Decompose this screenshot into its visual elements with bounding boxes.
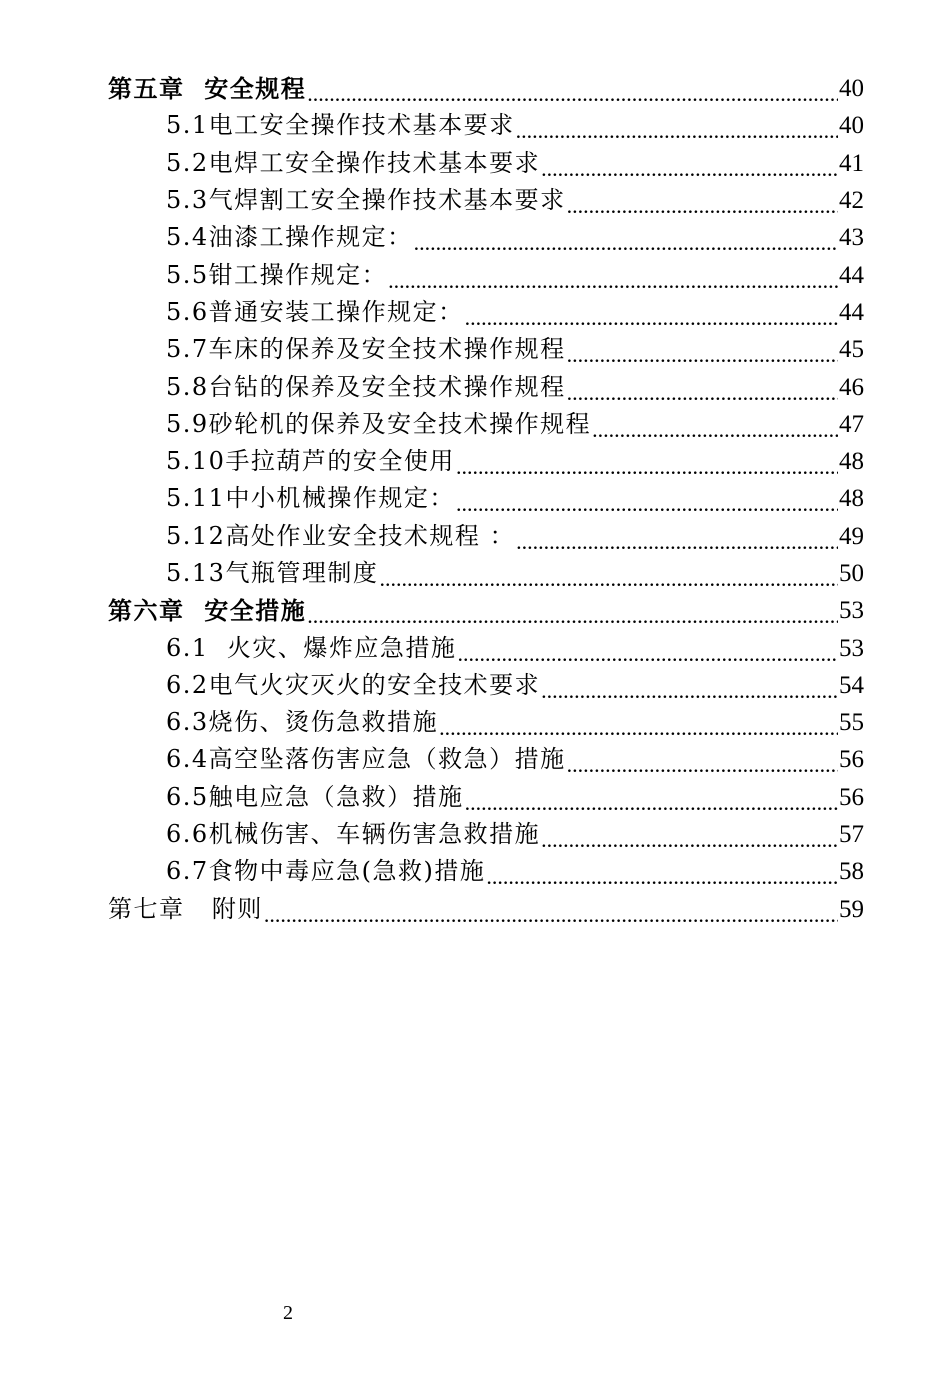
toc-entry-title: 5.1电工安全操作技术基本要求 — [166, 111, 515, 140]
toc-section-entry[interactable] — [0, 667, 864, 704]
toc-section-entry[interactable] — [0, 368, 864, 405]
toc-entry-title: 6.6机械伤害、车辆伤害急救措施 — [166, 820, 541, 849]
toc-page-number: 58 — [839, 858, 864, 886]
toc-entry-title: 5.11中小机械操作规定： — [166, 484, 455, 513]
toc-entry-title: 第七章 附则 — [108, 894, 263, 923]
toc-section-entry[interactable] — [0, 518, 864, 555]
toc-page-number: 40 — [839, 112, 864, 140]
toc-page-number: 44 — [839, 298, 864, 326]
toc-dot-leader — [414, 219, 838, 256]
toc-entry-title: 第五章 安全规程 — [108, 74, 307, 104]
toc-page-number: 55 — [839, 709, 864, 737]
toc-chapter-entry[interactable] — [0, 592, 864, 629]
toc-dot-leader — [516, 518, 838, 555]
toc-entry-title: 第六章 安全措施 — [108, 596, 307, 626]
toc-page-number: 56 — [839, 783, 864, 811]
toc-dot-leader — [264, 891, 838, 928]
toc-entry-title: 5.13气瓶管理制度 — [166, 559, 379, 587]
toc-entry-title: 6.7食物中毒应急(急救)措施 — [166, 857, 486, 886]
toc-entry-title: 6.3烧伤、烫伤急救措施 — [166, 708, 439, 737]
toc-page-number: 53 — [839, 597, 864, 625]
toc-page-number: 49 — [839, 522, 864, 550]
toc-entry-title: 5.9砂轮机的保养及安全技术操作规程 — [166, 409, 592, 438]
toc-dot-leader — [456, 480, 838, 517]
toc-entry-title: 5.2电焊工安全操作技术基本要求 — [166, 148, 541, 177]
toc-entry-title: 5.5钳工操作规定： — [166, 260, 388, 289]
toc-section-entry[interactable] — [0, 294, 864, 331]
toc-page-number: 48 — [839, 485, 864, 513]
toc-chapter-entry[interactable] — [0, 70, 864, 107]
toc-entry-title: 6.1 火灾、爆炸应急措施 — [166, 633, 457, 662]
toc-entry-title: 5.8台钻的保养及安全技术操作规程 — [166, 372, 566, 401]
toc-section-entry[interactable] — [0, 629, 864, 666]
toc-dot-leader — [592, 406, 838, 443]
toc-entry-title: 6.4高空坠落伤害应急（救急）措施 — [166, 745, 566, 774]
toc-dot-leader — [456, 443, 838, 480]
toc-section-entry[interactable] — [0, 107, 864, 144]
toc-dot-leader — [439, 704, 838, 741]
toc-dot-leader — [379, 555, 838, 592]
toc-dot-leader — [457, 630, 838, 667]
toc-page-number: 59 — [839, 895, 864, 923]
toc-dot-leader — [541, 816, 838, 853]
toc-page-number: 43 — [839, 224, 864, 252]
toc-page-number: 53 — [839, 634, 864, 662]
toc-entry-title: 5.3气焊割工安全操作技术基本要求 — [166, 186, 566, 215]
toc-section-entry[interactable] — [0, 555, 864, 592]
toc-section-entry[interactable] — [0, 443, 864, 480]
toc-entry-title: 5.6普通安装工操作规定： — [166, 297, 464, 326]
toc-section-entry[interactable] — [0, 853, 864, 890]
toc-entry-title: 5.7车床的保养及安全技术操作规程 — [166, 335, 566, 364]
toc-entry-title: 6.5触电应急（急救）措施 — [166, 782, 464, 811]
toc-dot-leader — [516, 107, 838, 144]
toc-page-number: 40 — [839, 75, 864, 103]
toc-page-number: 57 — [839, 821, 864, 849]
toc-page-number: 54 — [839, 671, 864, 699]
toc-page-number: 47 — [839, 410, 864, 438]
toc-section-entry[interactable] — [0, 816, 864, 853]
toc-dot-leader — [567, 369, 838, 406]
toc-section-entry[interactable] — [0, 256, 864, 293]
toc-dot-leader — [541, 667, 838, 704]
toc-dot-leader — [465, 294, 838, 331]
toc-section-entry[interactable] — [0, 219, 864, 256]
toc-section-entry[interactable] — [0, 331, 864, 368]
toc-section-entry[interactable] — [0, 480, 864, 517]
toc-page-number: 56 — [839, 746, 864, 774]
toc-section-entry[interactable] — [0, 145, 864, 182]
toc-chapter-entry[interactable] — [0, 891, 864, 928]
toc-section-entry[interactable] — [0, 182, 864, 219]
toc-section-entry[interactable] — [0, 741, 864, 778]
toc-dot-leader — [307, 70, 838, 107]
toc-dot-leader — [567, 182, 838, 219]
toc-page-number: 41 — [839, 149, 864, 177]
table-of-contents — [0, 70, 950, 928]
toc-page-number: 50 — [839, 560, 864, 587]
toc-section-entry[interactable] — [0, 779, 864, 816]
toc-dot-leader — [388, 257, 838, 294]
toc-page-number: 48 — [839, 448, 864, 476]
toc-section-entry[interactable] — [0, 406, 864, 443]
toc-page-number: 42 — [839, 187, 864, 215]
toc-dot-leader — [465, 779, 838, 816]
toc-dot-leader — [486, 853, 838, 890]
toc-page-number: 46 — [839, 373, 864, 401]
toc-dot-leader — [567, 331, 838, 368]
toc-entry-title: 5.12高处作业安全技术规程 ： — [166, 521, 516, 550]
toc-entry-title: 6.2电气火灾灭火的安全技术要求 — [166, 670, 541, 699]
toc-dot-leader — [567, 741, 838, 778]
toc-entry-title: 5.10手拉葫芦的安全使用 — [166, 447, 455, 476]
toc-dot-leader — [541, 145, 838, 182]
toc-dot-leader — [307, 592, 838, 629]
page-number: 2 — [283, 1302, 293, 1324]
toc-entry-title: 5.4油漆工操作规定： — [166, 223, 413, 252]
toc-page-number: 45 — [839, 336, 864, 364]
toc-section-entry[interactable] — [0, 704, 864, 741]
toc-page-number: 44 — [839, 261, 864, 289]
